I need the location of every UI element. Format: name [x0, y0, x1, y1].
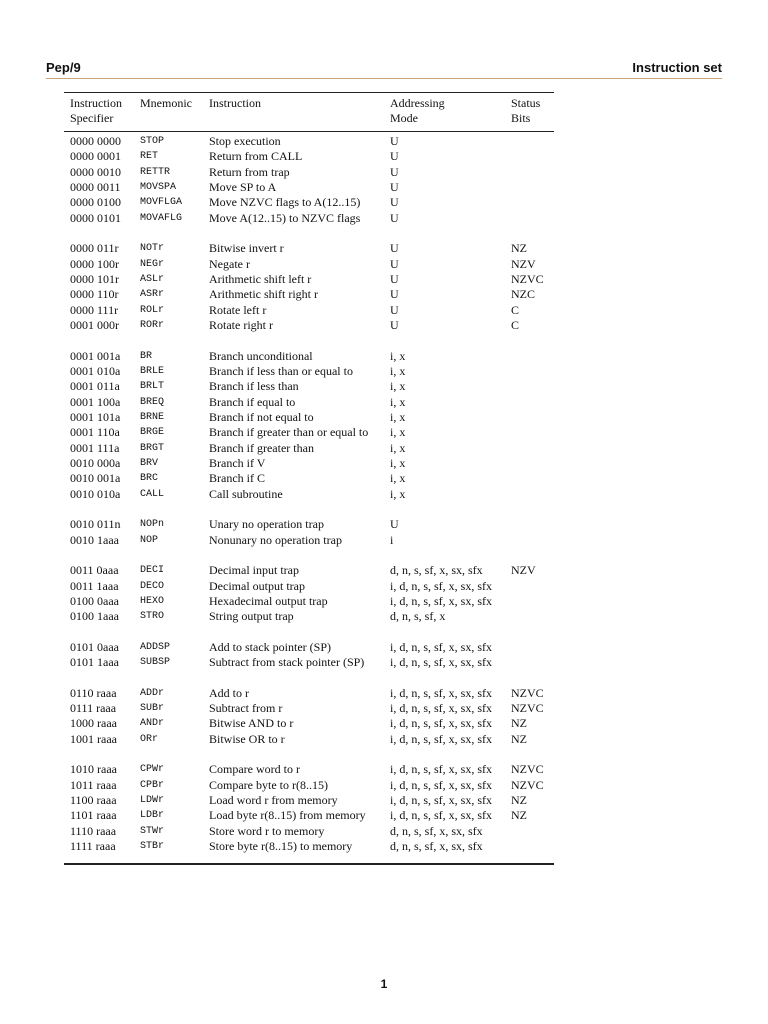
mnemonic: CALL — [140, 488, 165, 500]
mnemonic: STOP — [140, 136, 165, 147]
mnemonic: BRLE — [140, 365, 165, 377]
status-bits: C — [511, 317, 520, 332]
table-row — [0, 456, 768, 471]
mnemonic: BRLT — [140, 381, 165, 393]
addressing-mode: i, x — [390, 363, 406, 378]
column-header-addressing-mode: Addressing Mode — [390, 96, 445, 125]
status-bits: NZV — [511, 256, 536, 271]
column-header-instruction: Instruction — [209, 96, 261, 110]
instruction-description: Store byte r(8..15) to memory — [209, 839, 353, 854]
mnemonic: LDBr — [140, 810, 165, 822]
table-row — [0, 134, 768, 149]
table-row — [0, 211, 768, 226]
addressing-mode: i, d, n, s, sf, x, sx, sfx — [390, 685, 493, 700]
instruction-specifier: 0100 1aaa — [70, 609, 119, 624]
table-row — [0, 609, 768, 624]
instruction-description: Move A(12..15) to NZVC flags — [209, 210, 361, 225]
addressing-mode: U — [390, 241, 399, 256]
addressing-mode: U — [390, 149, 399, 164]
instruction-specifier: 0101 0aaa — [70, 639, 119, 654]
instruction-specifier: 0000 0000 — [70, 134, 121, 148]
addressing-mode: i, x — [390, 425, 406, 440]
status-bits: NZC — [511, 287, 535, 302]
table-row — [0, 180, 768, 195]
instruction-description: Store word r to memory — [209, 823, 325, 838]
instruction-specifier: 0001 101a — [70, 409, 121, 424]
addressing-mode: i, x — [390, 348, 406, 363]
addressing-mode: i, x — [390, 394, 406, 409]
addressing-mode: i, d, n, s, sf, x, sx, sfx — [390, 593, 493, 608]
instruction-description: Branch if C — [209, 471, 265, 486]
table-row — [0, 686, 768, 701]
instruction-description: Branch if not equal to — [209, 409, 314, 424]
addressing-mode: i, d, n, s, sf, x, sx, sfx — [390, 808, 493, 823]
instruction-specifier: 0101 1aaa — [70, 655, 119, 670]
instruction-description: Nonunary no operation trap — [209, 532, 342, 547]
instruction-specifier: 0010 000a — [70, 455, 121, 470]
mnemonic: RETTR — [140, 166, 171, 178]
instruction-specifier: 0001 010a — [70, 363, 121, 378]
instruction-description: Add to stack pointer (SP) — [209, 639, 331, 654]
instruction-specifier: 0010 010a — [70, 486, 121, 501]
status-bits: NZV — [511, 563, 536, 578]
addressing-mode: i, d, n, s, sf, x, sx, sfx — [390, 701, 493, 716]
instruction-specifier: 1011 raaa — [70, 777, 117, 792]
table-row — [0, 303, 768, 318]
addressing-mode: U — [390, 256, 399, 271]
mnemonic: NOP — [140, 534, 159, 546]
addressing-mode: i, x — [390, 455, 406, 470]
column-header-mnemonic: Mnemonic — [140, 96, 192, 110]
instruction-description: Arithmetic shift left r — [209, 271, 312, 286]
column-header-specifier: Instruction Specifier — [70, 96, 122, 125]
status-bits: NZVC — [511, 271, 544, 286]
mnemonic: MOVFLGA — [140, 197, 183, 209]
instruction-specifier: 0011 1aaa — [70, 578, 119, 593]
table-row — [0, 241, 768, 256]
instruction-specifier: 1110 raaa — [70, 823, 117, 838]
instruction-description: Branch if equal to — [209, 394, 296, 409]
status-bits: NZ — [511, 808, 527, 823]
instruction-table-body — [0, 134, 768, 854]
table-row — [0, 349, 768, 364]
instruction-description: Rotate right r — [209, 317, 273, 332]
document-title: Pep/9 — [46, 60, 81, 75]
mnemonic: ADDSP — [140, 641, 171, 653]
instruction-description: Add to r — [209, 685, 249, 700]
instruction-specifier: 1000 raaa — [70, 716, 117, 731]
instruction-description: Load byte r(8..15) from memory — [209, 808, 366, 823]
instruction-description: Bitwise AND to r — [209, 716, 294, 731]
table-row — [0, 762, 768, 777]
table-row — [0, 425, 768, 440]
addressing-mode: d, n, s, sf, x — [390, 609, 446, 624]
table-row — [0, 364, 768, 379]
instruction-description: Branch if less than — [209, 379, 299, 394]
table-row — [0, 579, 768, 594]
instruction-specifier: 0110 raaa — [70, 685, 117, 700]
instruction-specifier: 1111 raaa — [70, 839, 116, 854]
instruction-specifier: 0000 0100 — [70, 195, 121, 210]
page-header — [46, 60, 722, 79]
instruction-specifier: 0000 0011 — [70, 179, 121, 194]
addressing-mode: U — [390, 517, 399, 532]
instruction-specifier: 0001 000r — [70, 317, 119, 332]
mnemonic: RET — [140, 151, 159, 163]
instruction-description: Branch if greater than — [209, 440, 314, 455]
table-row — [0, 272, 768, 287]
addressing-mode: i, x — [390, 471, 406, 486]
addressing-mode: i, d, n, s, sf, x, sx, sfx — [390, 655, 493, 670]
instruction-description: Hexadecimal output trap — [209, 593, 328, 608]
table-row — [0, 563, 768, 578]
table-row — [0, 287, 768, 302]
instruction-specifier: 0000 011r — [70, 241, 119, 256]
instruction-description: Unary no operation trap — [209, 517, 324, 532]
status-bits: NZ — [511, 716, 527, 731]
instruction-description: Move SP to A — [209, 179, 277, 194]
mnemonic: CPBr — [140, 779, 165, 791]
addressing-mode: U — [390, 179, 399, 194]
mnemonic: BRGT — [140, 442, 165, 454]
instruction-description: Bitwise invert r — [209, 241, 284, 256]
addressing-mode: U — [390, 195, 399, 210]
table-bottom-rule — [64, 863, 554, 865]
instruction-specifier: 0111 raaa — [70, 701, 117, 716]
mnemonic: NOPn — [140, 519, 165, 531]
mnemonic: BR — [140, 350, 153, 362]
addressing-mode: i, d, n, s, sf, x, sx, sfx — [390, 639, 493, 654]
addressing-mode: d, n, s, sf, x, sx, sfx — [390, 823, 483, 838]
instruction-specifier: 0000 110r — [70, 287, 119, 302]
section-title: Instruction set — [632, 60, 722, 75]
instruction-description: Decimal output trap — [209, 578, 305, 593]
instruction-description: Negate r — [209, 256, 250, 271]
instruction-specifier: 0001 111a — [70, 440, 120, 455]
mnemonic: BRV — [140, 457, 159, 469]
addressing-mode: U — [390, 271, 399, 286]
table-row — [0, 701, 768, 716]
addressing-mode: i, d, n, s, sf, x, sx, sfx — [390, 777, 493, 792]
instruction-specifier: 0010 011n — [70, 517, 121, 532]
status-bits: NZVC — [511, 685, 544, 700]
addressing-mode: U — [390, 164, 399, 179]
instruction-specifier: 0000 111r — [70, 302, 119, 317]
column-header-status-bits: Status Bits — [511, 96, 541, 125]
addressing-mode: i, d, n, s, sf, x, sx, sfx — [390, 762, 493, 777]
instruction-specifier: 1010 raaa — [70, 762, 117, 777]
table-row — [0, 655, 768, 670]
table-header — [0, 96, 768, 128]
status-bits: C — [511, 302, 520, 317]
table-row — [0, 778, 768, 793]
table-row — [0, 195, 768, 210]
mnemonic: SUBr — [140, 703, 165, 715]
table-row — [0, 379, 768, 394]
instruction-specifier: 0000 100r — [70, 256, 119, 271]
status-bits: NZVC — [511, 777, 544, 792]
table-row — [0, 640, 768, 655]
mnemonic: NOTr — [140, 243, 165, 255]
instruction-description: Branch if less than or equal to — [209, 363, 353, 378]
addressing-mode: d, n, s, sf, x, sx, sfx — [390, 563, 483, 578]
mnemonic: ANDr — [140, 718, 165, 730]
instruction-specifier: 0100 0aaa — [70, 593, 119, 608]
mnemonic: MOVSPA — [140, 181, 177, 193]
mnemonic: STBr — [140, 841, 165, 853]
mnemonic: BRGE — [140, 427, 165, 439]
instruction-description: Branch if V — [209, 455, 266, 470]
instruction-description: Return from trap — [209, 164, 290, 179]
mnemonic: STRO — [140, 611, 165, 623]
mnemonic: ASLr — [140, 273, 165, 285]
mnemonic: ADDr — [140, 687, 165, 699]
instruction-description: Return from CALL — [209, 149, 303, 164]
mnemonic: SUBSP — [140, 657, 171, 669]
table-row — [0, 471, 768, 486]
table-row — [0, 165, 768, 180]
instruction-specifier: 0000 0101 — [70, 210, 121, 225]
table-row — [0, 487, 768, 502]
mnemonic: BRNE — [140, 411, 165, 423]
addressing-mode: i, x — [390, 440, 406, 455]
instruction-specifier: 1100 raaa — [70, 793, 117, 808]
table-row — [0, 793, 768, 808]
addressing-mode: i, d, n, s, sf, x, sx, sfx — [390, 716, 493, 731]
table-row — [0, 824, 768, 839]
addressing-mode: U — [390, 317, 399, 332]
addressing-mode: i, d, n, s, sf, x, sx, sfx — [390, 793, 493, 808]
instruction-description: Call subroutine — [209, 486, 283, 501]
instruction-description: Branch if greater than or equal to — [209, 425, 369, 440]
instruction-specifier: 0001 001a — [70, 348, 121, 363]
mnemonic: CPWr — [140, 764, 165, 776]
addressing-mode: d, n, s, sf, x, sx, sfx — [390, 839, 483, 854]
mnemonic: STWr — [140, 825, 165, 837]
mnemonic: RORr — [140, 319, 165, 331]
instruction-description: Move NZVC flags to A(12..15) — [209, 195, 361, 210]
instruction-specifier: 0011 0aaa — [70, 563, 119, 578]
status-bits: NZ — [511, 731, 527, 746]
instruction-description: Stop execution — [209, 134, 281, 148]
instruction-specifier: 0000 0010 — [70, 164, 121, 179]
mnemonic: BRC — [140, 473, 159, 485]
instruction-specifier: 0001 011a — [70, 379, 120, 394]
table-row — [0, 716, 768, 731]
mnemonic: BREQ — [140, 396, 165, 408]
instruction-description: Compare byte to r(8..15) — [209, 777, 328, 792]
addressing-mode: i, x — [390, 379, 406, 394]
table-row — [0, 318, 768, 333]
instruction-description: Rotate left r — [209, 302, 267, 317]
table-row — [0, 441, 768, 456]
instruction-specifier: 0001 110a — [70, 425, 120, 440]
mnemonic: DECI — [140, 565, 165, 577]
addressing-mode: i, d, n, s, sf, x, sx, sfx — [390, 731, 493, 746]
table-row — [0, 410, 768, 425]
addressing-mode: U — [390, 210, 399, 225]
table-row — [0, 149, 768, 164]
addressing-mode: i, x — [390, 486, 406, 501]
addressing-mode: i, x — [390, 409, 406, 424]
mnemonic: HEXO — [140, 595, 165, 607]
mnemonic: ASRr — [140, 289, 165, 301]
instruction-description: Branch unconditional — [209, 348, 313, 363]
table-row — [0, 257, 768, 272]
addressing-mode: U — [390, 302, 399, 317]
status-bits: NZVC — [511, 762, 544, 777]
status-bits: NZVC — [511, 701, 544, 716]
mnemonic: ORr — [140, 733, 159, 745]
page-number: 1 — [380, 977, 388, 991]
mnemonic: NEGr — [140, 258, 165, 270]
instruction-specifier: 0010 001a — [70, 471, 121, 486]
addressing-mode: U — [390, 134, 399, 148]
status-bits: NZ — [511, 241, 527, 256]
mnemonic: LDWr — [140, 795, 165, 807]
instruction-specifier: 0000 0001 — [70, 149, 121, 164]
instruction-specifier: 1001 raaa — [70, 731, 117, 746]
status-bits: NZ — [511, 793, 527, 808]
table-top-rule — [64, 92, 554, 93]
table-row — [0, 839, 768, 854]
table-row — [0, 808, 768, 823]
instruction-specifier: 0010 1aaa — [70, 532, 119, 547]
instruction-specifier: 0001 100a — [70, 394, 121, 409]
instruction-description: String output trap — [209, 609, 294, 624]
instruction-description: Subtract from r — [209, 701, 283, 716]
table-row — [0, 533, 768, 548]
addressing-mode: i, d, n, s, sf, x, sx, sfx — [390, 578, 493, 593]
addressing-mode: U — [390, 287, 399, 302]
table-row — [0, 517, 768, 532]
instruction-specifier: 1101 raaa — [70, 808, 117, 823]
addressing-mode: i — [390, 532, 394, 547]
table-header-rule — [64, 131, 554, 132]
table-row — [0, 395, 768, 410]
mnemonic: MOVAFLG — [140, 212, 183, 224]
instruction-description: Subtract from stack pointer (SP) — [209, 655, 365, 670]
instruction-description: Arithmetic shift right r — [209, 287, 318, 302]
instruction-description: Compare word to r — [209, 762, 300, 777]
instruction-description: Decimal input trap — [209, 563, 299, 578]
table-row — [0, 594, 768, 609]
instruction-description: Load word r from memory — [209, 793, 338, 808]
table-row — [0, 732, 768, 747]
mnemonic: DECO — [140, 580, 165, 592]
instruction-specifier: 0000 101r — [70, 271, 119, 286]
mnemonic: ROLr — [140, 304, 165, 316]
instruction-description: Bitwise OR to r — [209, 731, 285, 746]
